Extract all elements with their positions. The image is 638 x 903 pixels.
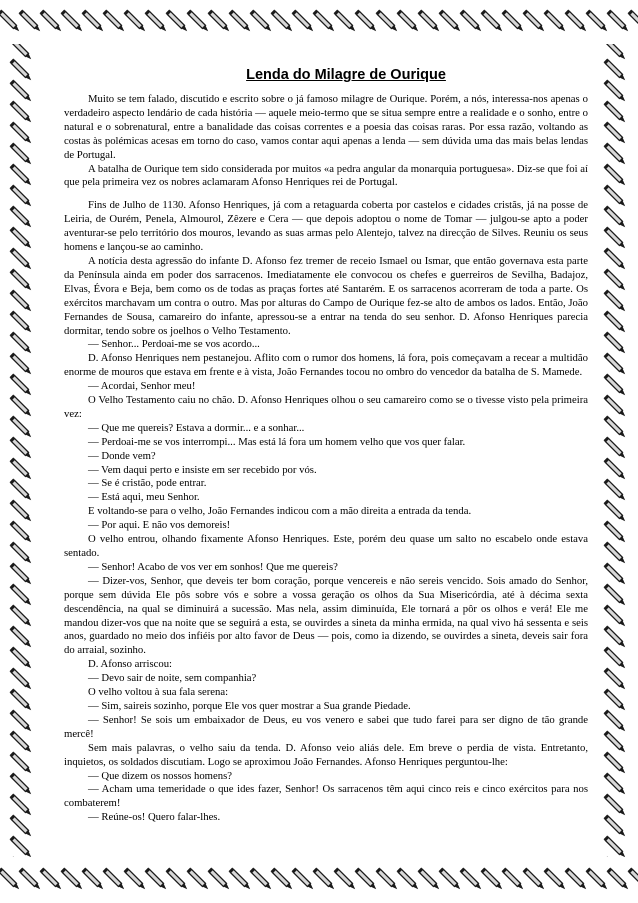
pencil-ornament-icon <box>10 185 33 208</box>
pencil-ornament-icon <box>61 10 84 33</box>
pencil-ornament-icon <box>10 101 33 124</box>
dialogue-line: — Vem daqui perto e insiste em ser recebido por vós. <box>88 463 317 476</box>
pencil-ornament-icon <box>229 10 252 33</box>
pencil-ornament-icon <box>604 584 627 607</box>
pencil-ornament-icon <box>544 868 567 891</box>
paragraph: E voltando-se para o velho, João Fernandes indicou com a mão direita a entrada da tenda. <box>88 505 472 518</box>
pencil-ornament-icon <box>10 395 33 418</box>
pencil-ornament-icon <box>10 374 33 397</box>
pencil-ornament-icon <box>586 868 609 891</box>
pencil-ornament-icon <box>604 626 627 649</box>
pencil-ornament-icon <box>502 10 525 33</box>
pencil-ornament-icon <box>481 10 504 33</box>
pencil-ornament-icon <box>10 311 33 334</box>
pencil-ornament-icon <box>103 10 126 33</box>
pencil-ornament-icon <box>604 44 627 61</box>
decorative-border-left <box>0 44 44 857</box>
pencil-ornament-icon <box>271 868 294 891</box>
pencil-ornament-icon <box>604 563 627 586</box>
pencil-ornament-icon <box>10 731 33 754</box>
pencil-ornament-icon <box>397 868 420 891</box>
pencil-ornament-icon <box>604 710 627 733</box>
pencil-ornament-icon <box>10 458 33 481</box>
pencil-ornament-icon <box>292 868 315 891</box>
pencil-ornament-icon <box>10 479 33 502</box>
paragraph: A batalha de Ourique tem sido considerada por muitos «a pedra angular da monarquia portuguesa». Diz-se que foi aí que pela primeira vez os nobres aclamaram Afonso Henriques rei de Portugal. <box>64 162 588 189</box>
dialogue-line: — Devo sair de noite, sem companhia? <box>88 672 257 685</box>
pencil-ornament-icon <box>604 647 627 670</box>
pencil-ornament-icon <box>628 10 638 33</box>
dialogue-line: — Acham uma temeridade o que ides fazer, Senhor! Os sarracenos têm aqui cinco reis e cinco exércitos para nos combaterem! <box>64 783 588 810</box>
pencil-ornament-icon <box>604 332 627 355</box>
pencil-ornament-icon <box>334 10 357 33</box>
dialogue-line: — Que dizem os nossos homens? <box>88 769 232 782</box>
pencil-ornament-icon <box>82 10 105 33</box>
pencil-ornament-icon <box>10 437 33 460</box>
pencil-ornament-icon <box>10 290 33 313</box>
pencil-ornament-icon <box>604 437 627 460</box>
border-svg <box>0 857 638 903</box>
pencil-ornament-icon <box>208 868 231 891</box>
paragraph-spacer <box>64 190 588 199</box>
pencil-ornament-icon <box>418 868 441 891</box>
pencil-ornament-icon <box>10 542 33 565</box>
pencil-ornament-icon <box>166 868 189 891</box>
pencil-ornament-icon <box>10 647 33 670</box>
paragraph: O velho voltou à sua fala serena: <box>88 686 229 699</box>
pencil-ornament-icon <box>565 868 588 891</box>
pencil-ornament-icon <box>103 868 126 891</box>
pencil-ornament-icon <box>10 122 33 145</box>
pencil-ornament-icon <box>145 10 168 33</box>
paragraph: O Velho Testamento caiu no chão. D. Afonso Henriques olhou o seu camareiro como se o tivesse visto pela primeira vez: <box>64 394 588 420</box>
pencil-ornament-icon <box>607 10 630 33</box>
pencil-ornament-icon <box>604 374 627 397</box>
dialogue-line: — Reúne-os! Quero falar-lhes. <box>88 811 221 824</box>
pencil-ornament-icon <box>187 10 210 33</box>
pencil-ornament-icon <box>10 710 33 733</box>
border-svg <box>0 44 44 857</box>
pencil-ornament-icon <box>10 80 33 103</box>
paragraph: D. Afonso Henriques nem pestanejou. Aflito com o rumor dos homens, lá fora, pois começavam a recear a multidão enorme de mouros que estava em frente e à vista, João Fernandes tocou no ombro do vencedor da batalha de S. Mamede. <box>64 352 588 379</box>
dialogue-line: — Que me quereis? Estava a dormir... e a sonhar... <box>88 421 305 434</box>
pencil-ornament-icon <box>10 416 33 439</box>
dialogue-line: — Por aqui. E não vos demoreis! <box>88 519 231 532</box>
pencil-ornament-icon <box>10 836 33 857</box>
pencil-ornament-icon <box>376 10 399 33</box>
pencil-ornament-icon <box>10 500 33 523</box>
pencil-ornament-icon <box>376 868 399 891</box>
pencil-ornament-icon <box>604 143 627 166</box>
pencil-ornament-icon <box>19 10 42 33</box>
pencil-ornament-icon <box>604 311 627 334</box>
pencil-ornament-icon <box>10 59 33 82</box>
pencil-ornament-icon <box>604 80 627 103</box>
pencil-ornament-icon <box>604 416 627 439</box>
pencil-ornament-icon <box>10 227 33 250</box>
paragraph: Sem mais palavras, o velho saiu da tenda. D. Afonso veio aliás dele. Em breve o perdia de vista. Entretanto, inquietos, os soldados discutiam. Logo se aproximou João Fernandes. Afonso Henriques perguntou-lhe: <box>64 741 588 768</box>
pencil-ornament-icon <box>10 752 33 775</box>
pencil-ornament-icon <box>271 10 294 33</box>
pencil-ornament-icon <box>565 10 588 33</box>
pencil-ornament-icon <box>586 10 609 33</box>
pencil-ornament-icon <box>40 868 63 891</box>
pencil-ornament-icon <box>604 59 627 82</box>
pencil-ornament-icon <box>10 773 33 796</box>
pencil-ornament-icon <box>61 868 84 891</box>
pencil-ornament-icon <box>19 868 42 891</box>
pencil-ornament-icon <box>10 689 33 712</box>
pencil-ornament-icon <box>604 836 627 857</box>
pencil-ornament-icon <box>82 868 105 891</box>
pencil-ornament-icon <box>10 815 33 838</box>
dialogue-line: — Senhor... Perdoai-me se vos acordo... <box>88 338 260 351</box>
pencil-ornament-icon <box>397 10 420 33</box>
pencil-ornament-icon <box>0 10 21 33</box>
pencil-ornament-icon <box>523 868 546 891</box>
pencil-ornament-icon <box>604 227 627 250</box>
pencil-ornament-icon <box>604 206 627 229</box>
dialogue-line: — Dizer-vos, Senhor, que deveis ter bom coração, porque vencereis e não sereis vencido. Sois amado do Senhor, porque sem dúvida Ele pôs sobre vós e sobre a vossa geração os olhos da Sua Misericórdia, até à décima sexta descendência, na qual se diminuirá a sucessão. Mas nela, assim diminuída, Ele tornará a pôr os olhos e verá! Ele me mandou dizer-vos que na noite que se seguirá a esta, se ouvirdes a sineta da minha ermida, na qual vivo há sessenta e seis anos, guardado no meio dos infiéis por alto favor de Deus — pois, como ia dizendo, se ouvirdes a sineta, deveis sair fora do arraial, sozinho. <box>64 574 588 657</box>
pencil-ornament-icon <box>604 794 627 817</box>
pencil-ornament-icon <box>10 605 33 628</box>
pencil-ornament-icon <box>460 868 483 891</box>
pencil-ornament-icon <box>10 584 33 607</box>
pencil-ornament-icon <box>250 868 273 891</box>
pencil-ornament-icon <box>10 164 33 187</box>
decorative-border-right <box>594 44 638 857</box>
pencil-ornament-icon <box>40 10 63 33</box>
pencil-ornament-icon <box>604 521 627 544</box>
dialogue-line: — Donde vem? <box>88 449 156 462</box>
pencil-ornament-icon <box>166 10 189 33</box>
pencil-ornament-icon <box>10 521 33 544</box>
pencil-ornament-icon <box>604 395 627 418</box>
pencil-ornament-icon <box>604 101 627 124</box>
pencil-ornament-icon <box>604 605 627 628</box>
paragraph: Muito se tem falado, discutido e escrito sobre o já famoso milagre de Ourique. Porém, a nós, interessa-nos apenas o verdadeiro aspecto lendário de cada história — aquele meio-termo que se situa sempre entre a realidade e o sonho, entre o natural e o sobrenatural, entre a banalidade das coisas correntes e a poesia das coisas raras. Por essa razão, voltando as costas às polémicas acesas em torno do caso, vamos contar aqui apenas a lenda — sem dúvida uma das mais belas lendas de Portugal. <box>64 93 588 161</box>
pencil-ornament-icon <box>124 868 147 891</box>
pencil-ornament-icon <box>502 868 525 891</box>
pencil-ornament-icon <box>604 353 627 376</box>
pencil-ornament-icon <box>355 10 378 33</box>
pencil-ornament-icon <box>604 731 627 754</box>
pencil-ornament-icon <box>145 868 168 891</box>
pencil-ornament-icon <box>10 794 33 817</box>
pencil-ornament-icon <box>604 290 627 313</box>
pencil-ornament-icon <box>481 868 504 891</box>
dialogue-line: — Está aqui, meu Senhor. <box>88 491 200 504</box>
pencil-ornament-icon <box>10 269 33 292</box>
paragraph: Fins de Julho de 1130. Afonso Henriques, já com a retaguarda coberta por castelos e cidades cristãs, já na posse de Leiria, de Ourém, Penela, Almourol, Zêzere e Cera — que depois adoptou o nome de Tomar — julgou-se apto a poder aventurar-se pelo território dos mouros, levando as suas armas pelo Alentejo, talvez na direcção de Silves. Reuniu os seus homens e lançou-se ao caminho. <box>64 199 588 254</box>
pencil-ornament-icon <box>10 668 33 691</box>
pencil-ornament-icon <box>460 10 483 33</box>
pencil-ornament-icon <box>355 868 378 891</box>
pencil-ornament-icon <box>607 868 630 891</box>
dialogue-line: — Senhor! Acabo de vos ver em sonhos! Que me quereis? <box>88 560 338 573</box>
decorative-border-top <box>0 0 638 44</box>
paragraph: O velho entrou, olhando fixamente Afonso Henriques. Este, porém deu quase um salto no escabelo onde estava sentado. <box>64 533 588 559</box>
dialogue-line: — Senhor! Se sois um embaixador de Deus, eu vos venero e sabei que tudo farei para ser digno de tão grande mercê! <box>64 713 588 740</box>
pencil-ornament-icon <box>523 10 546 33</box>
pencil-ornament-icon <box>313 10 336 33</box>
pencil-ornament-icon <box>604 185 627 208</box>
pencil-ornament-icon <box>10 332 33 355</box>
pencil-ornament-icon <box>10 626 33 649</box>
pencil-ornament-icon <box>10 44 33 61</box>
dialogue-line: — Se é cristão, pode entrar. <box>88 477 207 490</box>
pencil-ornament-icon <box>604 773 627 796</box>
dialogue-line: — Acordai, Senhor meu! <box>88 380 196 393</box>
pencil-ornament-icon <box>604 269 627 292</box>
pencil-ornament-icon <box>208 10 231 33</box>
paragraph: D. Afonso arriscou: <box>88 658 173 671</box>
pencil-ornament-icon <box>10 353 33 376</box>
pencil-ornament-icon <box>10 143 33 166</box>
dialogue-line: — Sim, saireis sozinho, porque Ele vos quer mostrar a Sua grande Piedade. <box>88 699 411 712</box>
dialogue-line: — Perdoai-me se vos interrompi... Mas está lá fora um homem velho que vos quer falar. <box>88 435 466 448</box>
border-svg <box>0 0 638 44</box>
pencil-ornament-icon <box>292 10 315 33</box>
pencil-ornament-icon <box>604 542 627 565</box>
pencil-ornament-icon <box>313 868 336 891</box>
pencil-ornament-icon <box>439 10 462 33</box>
pencil-ornament-icon <box>10 206 33 229</box>
pencil-ornament-icon <box>334 868 357 891</box>
pencil-ornament-icon <box>10 248 33 271</box>
pencil-ornament-icon <box>10 563 33 586</box>
pencil-ornament-icon <box>604 500 627 523</box>
pencil-ornament-icon <box>604 815 627 838</box>
pencil-ornament-icon <box>604 458 627 481</box>
pencil-ornament-icon <box>0 868 21 891</box>
pencil-ornament-icon <box>187 868 210 891</box>
pencil-ornament-icon <box>604 164 627 187</box>
pencil-ornament-icon <box>604 668 627 691</box>
pencil-ornament-icon <box>604 122 627 145</box>
decorative-border-bottom <box>0 857 638 903</box>
pencil-ornament-icon <box>604 248 627 271</box>
pencil-ornament-icon <box>604 752 627 775</box>
pencil-ornament-icon <box>628 868 638 891</box>
pencil-ornament-icon <box>124 10 147 33</box>
pencil-ornament-icon <box>229 868 252 891</box>
border-svg <box>594 44 638 857</box>
pencil-ornament-icon <box>418 10 441 33</box>
pencil-ornament-icon <box>439 868 462 891</box>
pencil-ornament-icon <box>544 10 567 33</box>
document-title: Lenda do Milagre de Ourique <box>246 67 446 83</box>
pencil-ornament-icon <box>604 479 627 502</box>
paragraph: A notícia desta agressão do infante D. Afonso fez tremer de receio Ismael ou Ismar, que então governava esta parte da Península ainda em poder dos sarracenos. Imediatamente ele convocou os chefes e guerreiros de Sevilha, Badajoz, Elvas, Évora e Beja, bem como os de todas as praças fortes até Santarém. E os sarracenos acorreram de toda a parte. Os exércitos marchavam um contra o outro. Mas por alturas do Campo de Ourique fez-se alto de ambos os lados. Então, João Fernandes de Sousa, camareiro do infante, apressou-se a entrar na tenda do seu senhor. D. Afonso Henriques parecia dormitar, tendo sobre os joelhos o Velho Testamento. <box>64 254 588 337</box>
pencil-ornament-icon <box>250 10 273 33</box>
document-body <box>64 66 588 856</box>
pencil-ornament-icon <box>604 689 627 712</box>
